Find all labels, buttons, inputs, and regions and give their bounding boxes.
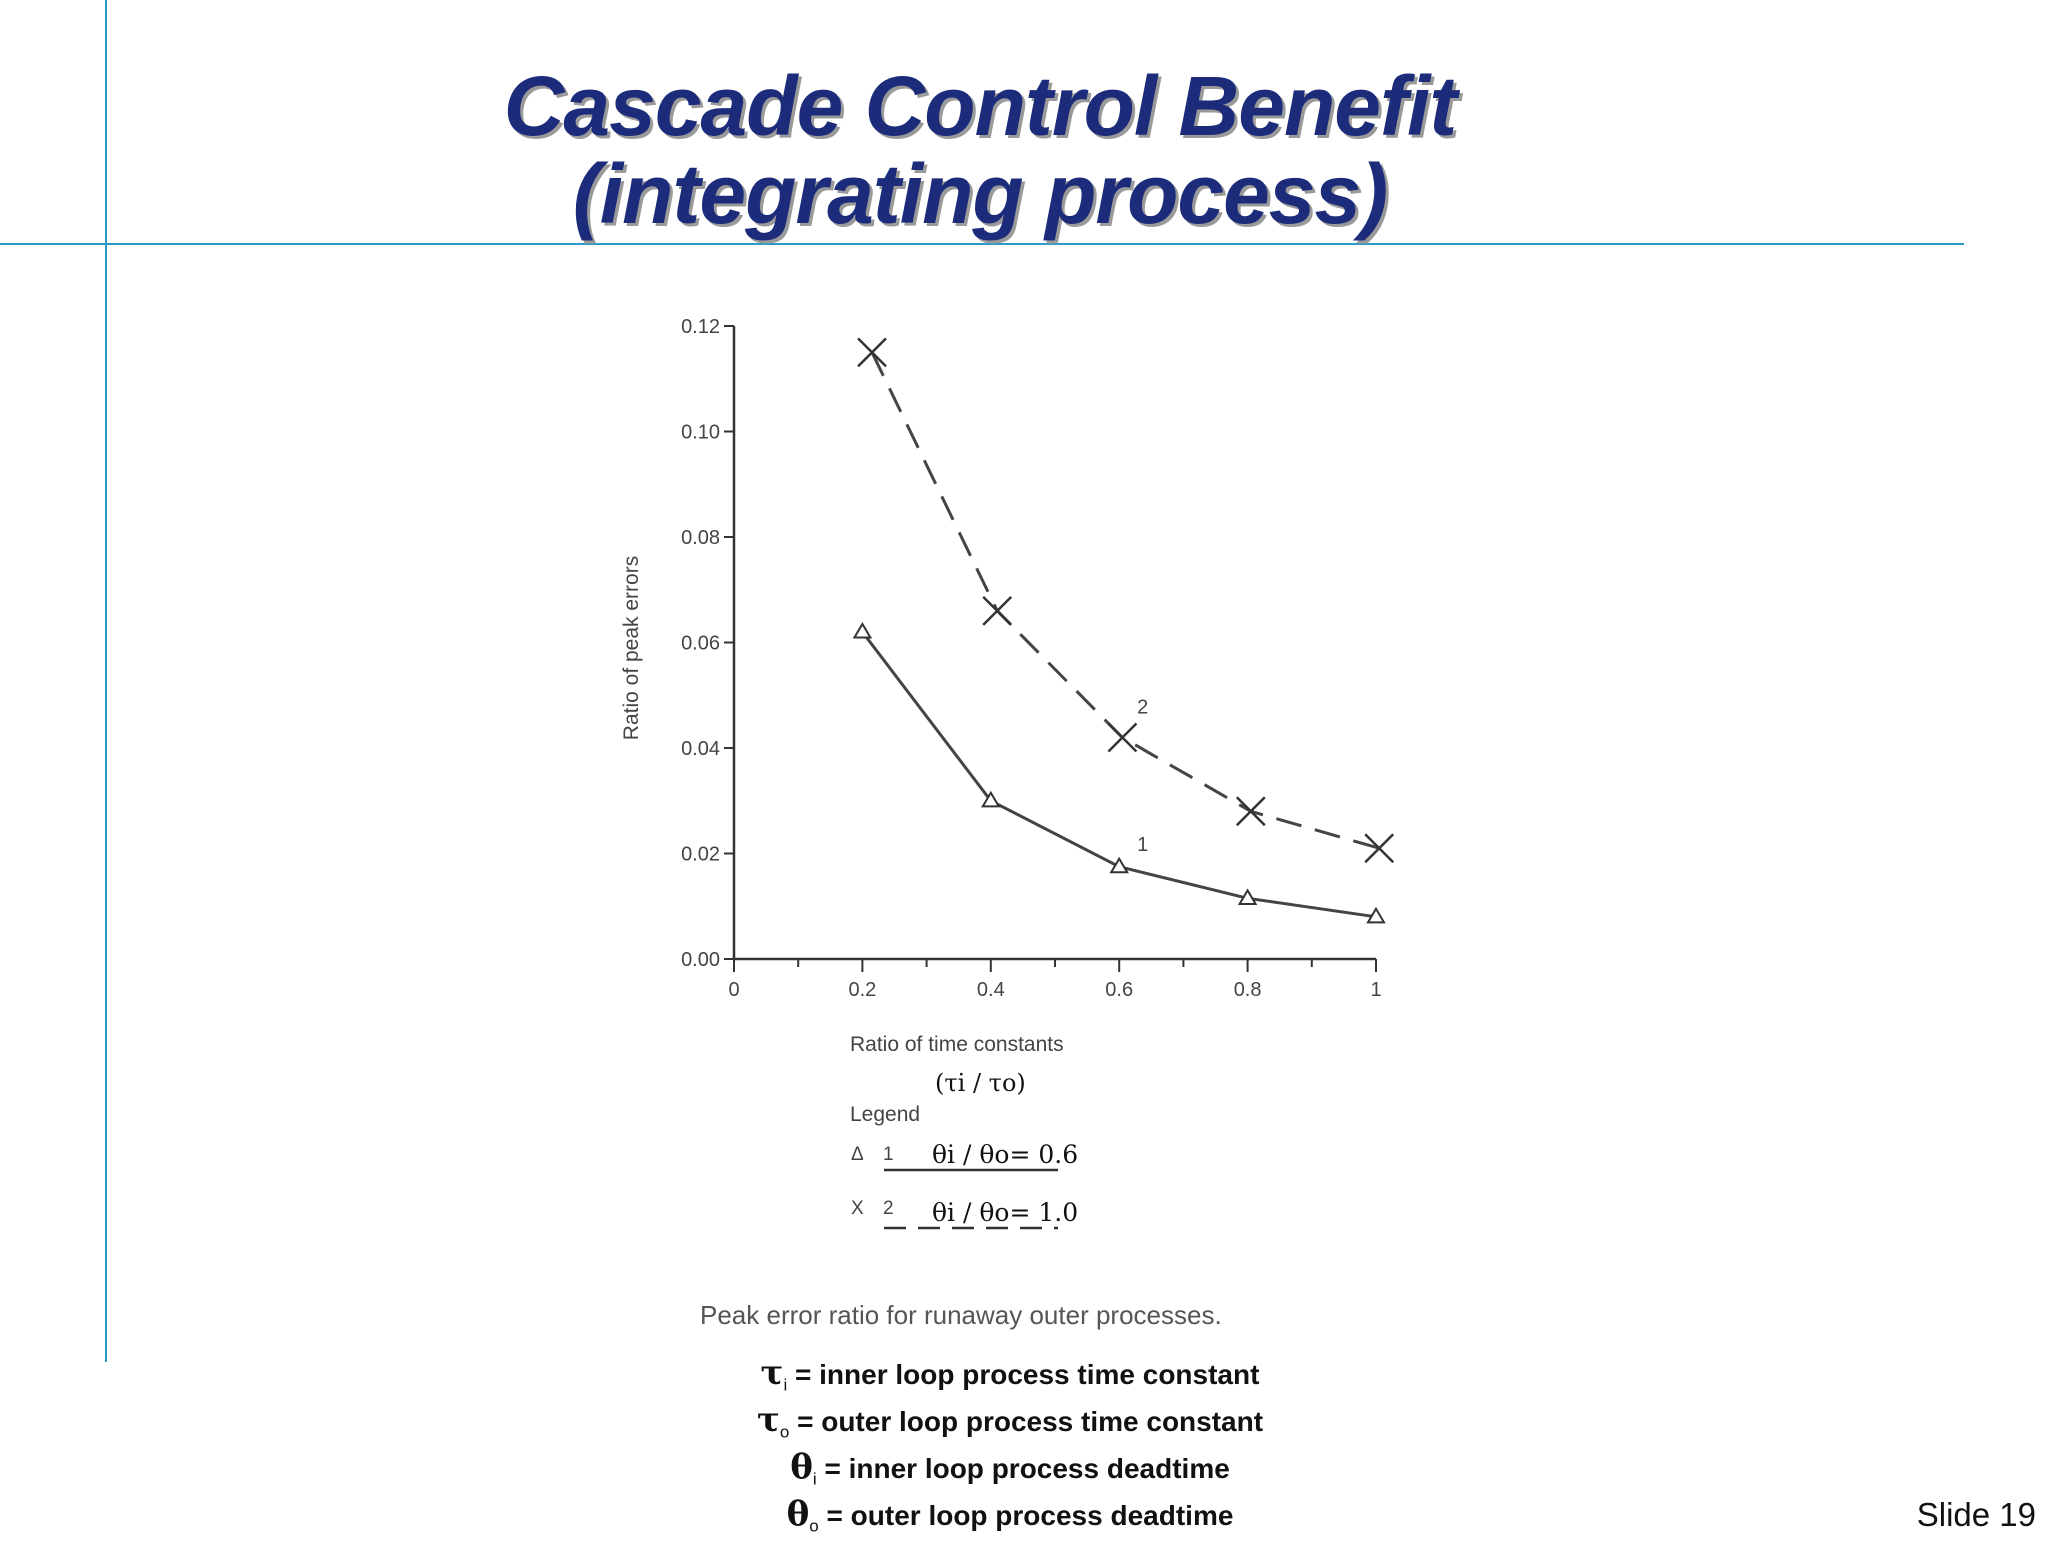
legend-series-2-number: 2 [883, 1198, 894, 1219]
series-2-line [872, 352, 1379, 848]
legend-marker-1: Δ [851, 1144, 864, 1165]
definition-symbol: τ [760, 1353, 784, 1393]
series-1-line [862, 632, 1376, 917]
x-tick-label: 0 [728, 979, 740, 1001]
slide-title-line1: Cascade Control Benefit [503, 59, 1457, 153]
y-tick-label: 0.04 [681, 738, 720, 760]
series-1-triangle-marker [854, 624, 870, 638]
x-tick-label: 0.8 [1233, 979, 1262, 1001]
y-tick-label: 0.00 [681, 949, 720, 971]
symbol-definitions [560, 1350, 1460, 1538]
definition-text: = inner loop process time constant [795, 1359, 1260, 1390]
definition-text: = inner loop process deadtime [824, 1453, 1230, 1484]
x-axis-sublabel: (τi / τo) [935, 1069, 1026, 1097]
y-tick-label: 0.12 [681, 316, 720, 338]
definition-symbol: θ [790, 1447, 813, 1487]
series-2-x-marker [858, 338, 886, 366]
series-2-x-marker [983, 597, 1011, 625]
definition-symbol: τ [756, 1400, 780, 1440]
definition-theta-o [560, 1491, 1460, 1538]
y-tick-label: 0.02 [681, 843, 720, 866]
legend-series-2-label: θi / θo= 1.0 [932, 1198, 1079, 1227]
x-tick-label: 0.6 [1105, 979, 1134, 1001]
series-2-x-marker [1365, 834, 1393, 862]
definition-tau-i [560, 1350, 1460, 1397]
x-axis-label: Ratio of time constants [850, 1033, 1064, 1056]
y-tick-label: 0.08 [681, 527, 720, 549]
definition-theta-i [560, 1444, 1460, 1491]
figure-caption: Peak error ratio for runaway outer processes. [700, 1300, 1222, 1330]
x-tick-label: 0.2 [848, 979, 877, 1001]
legend-title: Legend [850, 1103, 921, 1126]
y-tick-label: 0.10 [681, 421, 720, 444]
y-tick-label: 0.06 [681, 632, 720, 655]
legend-series-1-label: θi / θo= 0.6 [932, 1140, 1079, 1169]
series-2-x-marker [1108, 723, 1136, 751]
definition-subscript: o [809, 1516, 819, 1536]
series-2-x-marker [1237, 797, 1265, 825]
definition-subscript: i [812, 1469, 817, 1489]
x-tick-label: 0.4 [976, 979, 1005, 1001]
slide-number: Slide 19 [1916, 1496, 2036, 1533]
x-tick-label: 1 [1370, 979, 1382, 1001]
legend-marker-2: X [851, 1198, 864, 1219]
definition-subscript: o [779, 1422, 790, 1442]
definition-tau-o [560, 1397, 1460, 1444]
definition-text: = outer loop process deadtime [826, 1500, 1234, 1531]
series-1-curve-label: 1 [1137, 833, 1149, 856]
definition-symbol: θ [786, 1494, 810, 1534]
slide-title-line2: (integrating process) [572, 147, 1388, 241]
legend-series-1-number: 1 [883, 1144, 894, 1165]
definition-text: = outer loop process time constant [797, 1406, 1264, 1437]
series-2-curve-label: 2 [1137, 696, 1149, 719]
y-axis-label: Ratio of peak errors [620, 555, 643, 741]
definition-subscript: i [783, 1375, 788, 1395]
